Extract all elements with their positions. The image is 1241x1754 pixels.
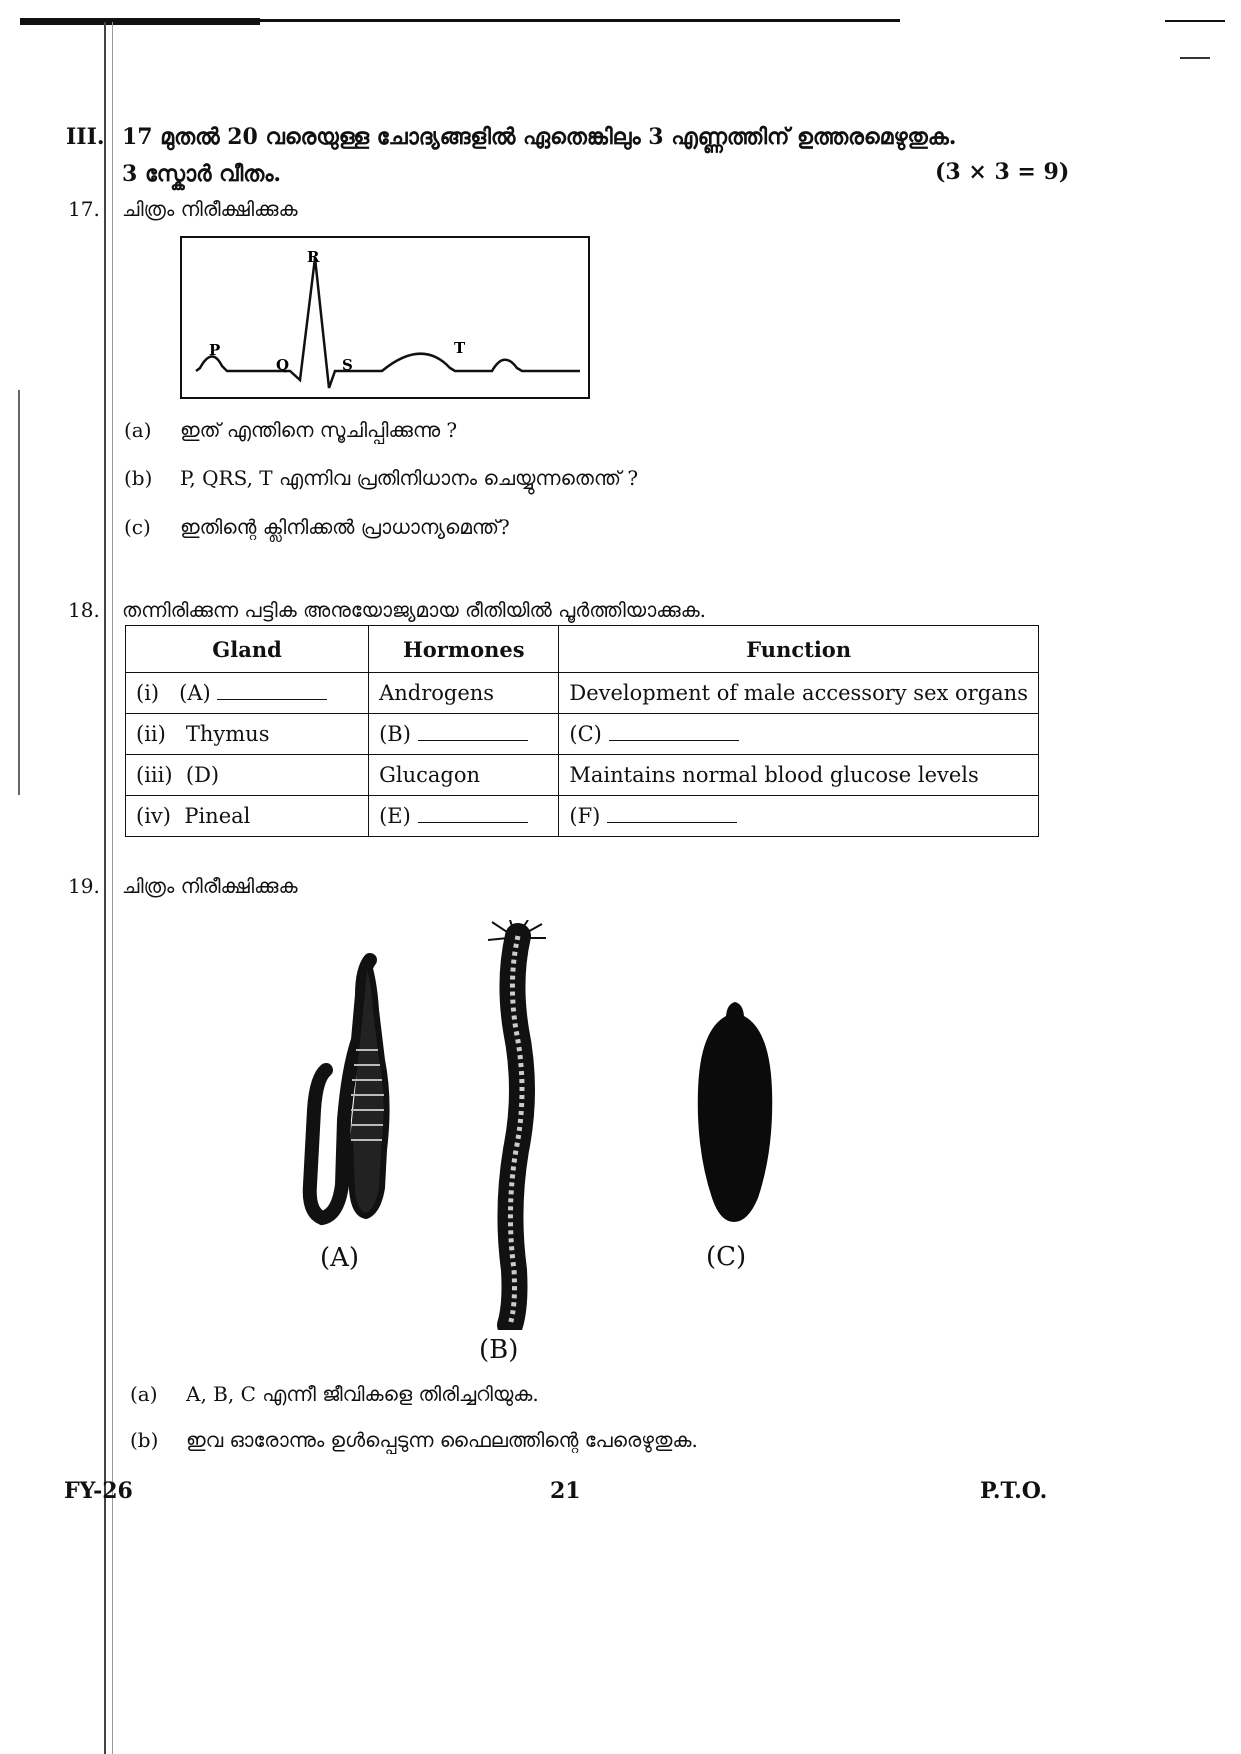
hormone-cell bbox=[369, 796, 559, 837]
row-number: (iii) bbox=[136, 763, 173, 787]
hormone-name: (E) bbox=[379, 804, 411, 828]
section-marks: (3 × 3 = 9) bbox=[935, 159, 1070, 185]
gland-cell bbox=[126, 755, 369, 796]
function-cell bbox=[559, 714, 1039, 755]
function-cell: Maintains normal blood glucose levels bbox=[559, 755, 1039, 796]
figure-label-a: (A) bbox=[320, 1243, 360, 1273]
top-rule bbox=[255, 19, 900, 22]
section-score-line: 3 സ്കോർ വീതം. bbox=[122, 161, 282, 187]
top-rule-right-small bbox=[1180, 57, 1210, 59]
q17a-label: (a) bbox=[124, 418, 152, 442]
hormone-cell: Glucagon bbox=[369, 755, 559, 796]
table-row bbox=[126, 673, 1039, 714]
q17-number: 17. bbox=[68, 197, 100, 221]
q17b-text: P, QRS, T എന്നിവ പ്രതിനിധാനം ചെയ്യുന്നതെന്ത് ? bbox=[180, 466, 639, 490]
footer-code: FY-26 bbox=[64, 1478, 133, 1504]
ecg-label-s: S bbox=[342, 356, 353, 374]
answer-blank bbox=[607, 808, 737, 823]
gland-name: (A) bbox=[179, 681, 211, 705]
ecg-label-q: Q bbox=[276, 356, 290, 374]
header-hormones: Hormones bbox=[369, 626, 559, 673]
ecg-label-p: P bbox=[209, 341, 221, 359]
q17c-text: ഇതിന്റെ ക്ലിനിക്കൽ പ്രാധാന്യമെന്ത്? bbox=[180, 515, 510, 539]
function-cell: Development of male accessory sex organs bbox=[559, 673, 1039, 714]
figure-label-c: (C) bbox=[706, 1242, 747, 1272]
q17-prompt: ചിത്രം നിരീക്ഷിക്കുക bbox=[122, 197, 298, 221]
top-rule-thick bbox=[20, 18, 260, 25]
ecg-trace bbox=[182, 238, 592, 401]
q17b-label: (b) bbox=[124, 466, 153, 490]
table-row bbox=[126, 755, 1039, 796]
q19a-label: (a) bbox=[130, 1382, 158, 1406]
hormone-name: (B) bbox=[379, 722, 411, 746]
gland-name: Pineal bbox=[184, 804, 251, 828]
earthworm-illustration bbox=[300, 950, 400, 1240]
function-text: (F) bbox=[569, 804, 601, 828]
gland-cell bbox=[126, 673, 369, 714]
ecg-label-t: T bbox=[454, 339, 466, 357]
q19-number: 19. bbox=[68, 874, 100, 898]
q19-prompt: ചിത്രം നിരീക്ഷിക്കുക bbox=[122, 874, 298, 898]
q19b-text: ഇവ ഓരോന്നും ഉൾപ്പെടുന്ന ഫൈലത്തിന്റെ പേരെഴുതുക. bbox=[186, 1428, 698, 1452]
gland-cell bbox=[126, 714, 369, 755]
ecg-waveform bbox=[196, 258, 580, 388]
footer-pto: P.T.O. bbox=[980, 1478, 1048, 1504]
row-number: (ii) bbox=[136, 722, 166, 746]
section-instruction: 17 മുതൽ 20 വരെയുള്ള ചോദ്യങ്ങളിൽ ഏതെങ്കിലും 3 എണ്ണത്തിന് ഉത്തരമെഴുതുക. bbox=[122, 124, 957, 150]
q18-number: 18. bbox=[68, 598, 100, 622]
leech-body bbox=[698, 1002, 772, 1222]
q18-prompt: തന്നിരിക്കുന്ന പട്ടിക അനുയോജ്യമായ രീതിയിൽ പൂർത്തിയാക്കുക. bbox=[122, 598, 707, 622]
function-text: (C) bbox=[569, 722, 602, 746]
header-function: Function bbox=[559, 626, 1039, 673]
gland-name: (D) bbox=[185, 763, 220, 787]
answer-blank bbox=[418, 808, 528, 823]
hormone-cell: Androgens bbox=[369, 673, 559, 714]
leech-illustration bbox=[690, 1000, 780, 1225]
row-number: (iv) bbox=[136, 804, 171, 828]
hormone-cell bbox=[369, 714, 559, 755]
q19a-text: A, B, C എന്നീ ജീവികളെ തിരിച്ചറിയുക. bbox=[186, 1382, 539, 1406]
q19b-label: (b) bbox=[130, 1428, 159, 1452]
function-cell bbox=[559, 796, 1039, 837]
q17c-label: (c) bbox=[124, 515, 151, 539]
answer-blank bbox=[217, 685, 327, 700]
figure-label-b: (B) bbox=[479, 1335, 519, 1365]
gland-name: Thymus bbox=[185, 722, 270, 746]
header-gland: Gland bbox=[126, 626, 369, 673]
row-number: (i) bbox=[136, 681, 160, 705]
nereis-illustration bbox=[470, 920, 560, 1330]
table-header-row bbox=[126, 626, 1039, 673]
scan-edge-mark bbox=[18, 390, 20, 795]
section-number: III. bbox=[66, 124, 105, 150]
gland-hormone-table bbox=[125, 625, 1039, 837]
answer-blank bbox=[609, 726, 739, 741]
gland-cell bbox=[126, 796, 369, 837]
ecg-label-r: R bbox=[307, 248, 320, 266]
table-row bbox=[126, 714, 1039, 755]
ecg-figure bbox=[180, 236, 590, 399]
page-number: 21 bbox=[550, 1478, 581, 1504]
q17a-text: ഇത് എന്തിനെ സൂചിപ്പിക്കുന്നു ? bbox=[180, 418, 458, 442]
answer-blank bbox=[418, 726, 528, 741]
table-row bbox=[126, 796, 1039, 837]
top-rule-right bbox=[1165, 20, 1225, 22]
